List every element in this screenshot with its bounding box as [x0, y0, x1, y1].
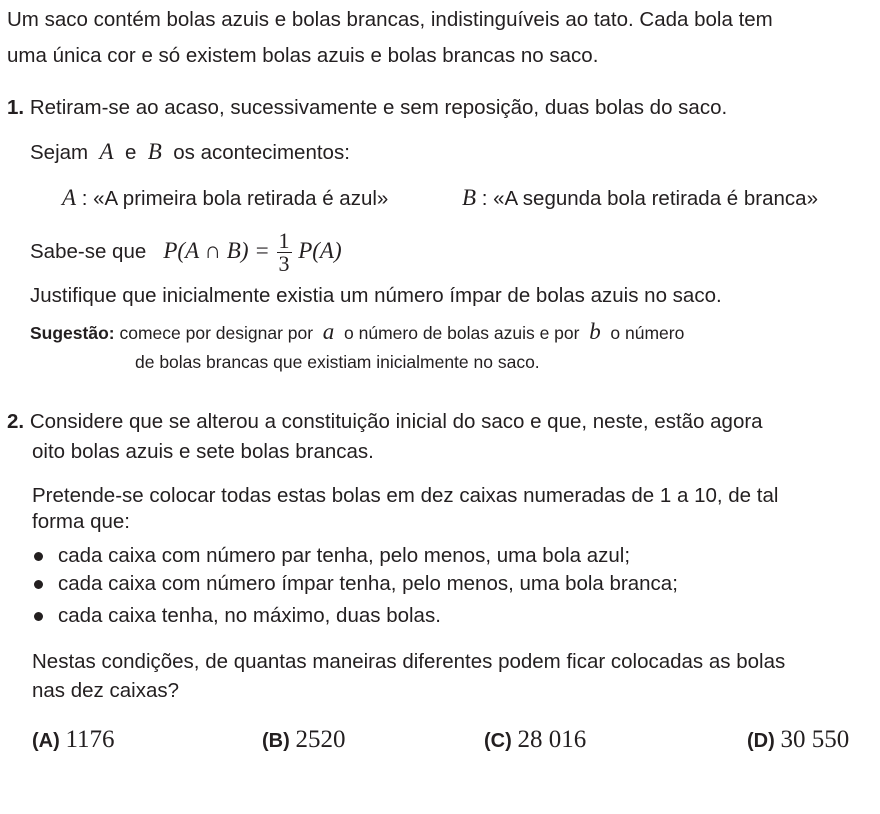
option-d-letter: (D) — [747, 730, 775, 752]
justify-instruction: Justifique que inicialmente existia um número ímpar de bolas azuis no saco. — [30, 284, 722, 307]
bullet-item-2: cada caixa com número ímpar tenha, pelo menos, uma bola branca; — [58, 572, 678, 595]
option-d[interactable] — [747, 726, 849, 755]
hint-variable-b: b — [589, 319, 601, 344]
question-2-prompt-1: Nestas condições, de quantas maneiras diferentes podem ficar colocadas as bolas — [32, 650, 786, 673]
event-a-symbol: A — [99, 139, 114, 164]
bullet-icon — [34, 612, 43, 621]
sejam-text: Sejam — [30, 141, 89, 164]
event-b-definition — [462, 184, 818, 213]
event-a-def-text: : «A primeira bola retirada é azul» — [81, 187, 389, 210]
hint-text-c: o número — [610, 323, 685, 343]
option-a[interactable] — [32, 726, 115, 755]
event-b-def-text: : «A segunda bola retirada é branca» — [481, 187, 818, 210]
question-2-line-1 — [7, 408, 763, 436]
fraction-one-third — [277, 230, 292, 275]
hint-label: Sugestão: — [30, 323, 115, 343]
bullet-item-3: cada caixa tenha, no máximo, duas bolas. — [58, 604, 441, 627]
bullet-icon — [34, 580, 43, 589]
event-a-def-symbol: A — [62, 185, 77, 210]
option-a-letter: (A) — [32, 730, 60, 752]
option-a-value: 1176 — [65, 726, 115, 753]
hint-line-1 — [30, 318, 684, 347]
fraction-denominator: 3 — [278, 251, 290, 276]
events-text: os acontecimentos: — [173, 141, 350, 164]
option-c[interactable] — [484, 726, 586, 755]
question-1-number: 1. — [7, 96, 25, 119]
option-b[interactable] — [262, 726, 345, 755]
bullet-item-1: cada caixa com número par tenha, pelo menos, uma bola azul; — [58, 544, 631, 567]
events-intro — [30, 138, 350, 167]
question-2-line-3: Pretende-se colocar todas estas bolas em dez caixas numeradas de 1 a 10, de tal — [32, 484, 779, 507]
hint-variable-a: a — [322, 319, 335, 344]
conjunction-text: e — [124, 141, 137, 164]
question-2-line-2: oito bolas azuis e sete bolas brancas. — [32, 440, 374, 463]
event-a-definition — [62, 184, 388, 213]
hint-text-a: comece por designar por — [119, 323, 314, 343]
hint-text-b: o número de bolas azuis e por — [344, 323, 580, 343]
intro-line-2: uma única cor e só existem bolas azuis e bolas brancas no saco. — [7, 44, 599, 67]
bullet-icon — [34, 552, 43, 561]
option-d-value: 30 550 — [780, 726, 850, 753]
question-2-text-1: Considere que se alterou a constituição inicial do saco e que, neste, estão agora — [29, 410, 763, 433]
question-1-text: Retiram-se ao acaso, sucessivamente e sem reposição, duas bolas do saco. — [29, 96, 728, 119]
intro-line-1: Um saco contém bolas azuis e bolas brancas, indistinguíveis ao tato. Cada bola tem — [7, 8, 773, 31]
event-b-def-symbol: B — [462, 185, 477, 210]
question-2-prompt-2: nas dez caixas? — [32, 679, 180, 702]
question-1-statement — [7, 94, 727, 122]
probability-equation — [30, 230, 342, 275]
hint-line-2: de bolas brancas que existiam inicialmente no saco. — [135, 352, 540, 372]
event-b-symbol: B — [147, 139, 162, 164]
question-2-number: 2. — [7, 410, 25, 433]
option-b-value: 2520 — [295, 726, 346, 753]
sabe-se-text: Sabe-se que — [30, 239, 147, 263]
option-c-value: 28 016 — [517, 726, 587, 753]
equation-left: P(A ∩ B) = — [163, 237, 270, 263]
option-b-letter: (B) — [262, 730, 290, 752]
equation-right: P(A) — [298, 237, 342, 263]
question-2-line-4: forma que: — [32, 510, 130, 533]
option-c-letter: (C) — [484, 730, 512, 752]
fraction-numerator: 1 — [278, 228, 290, 253]
